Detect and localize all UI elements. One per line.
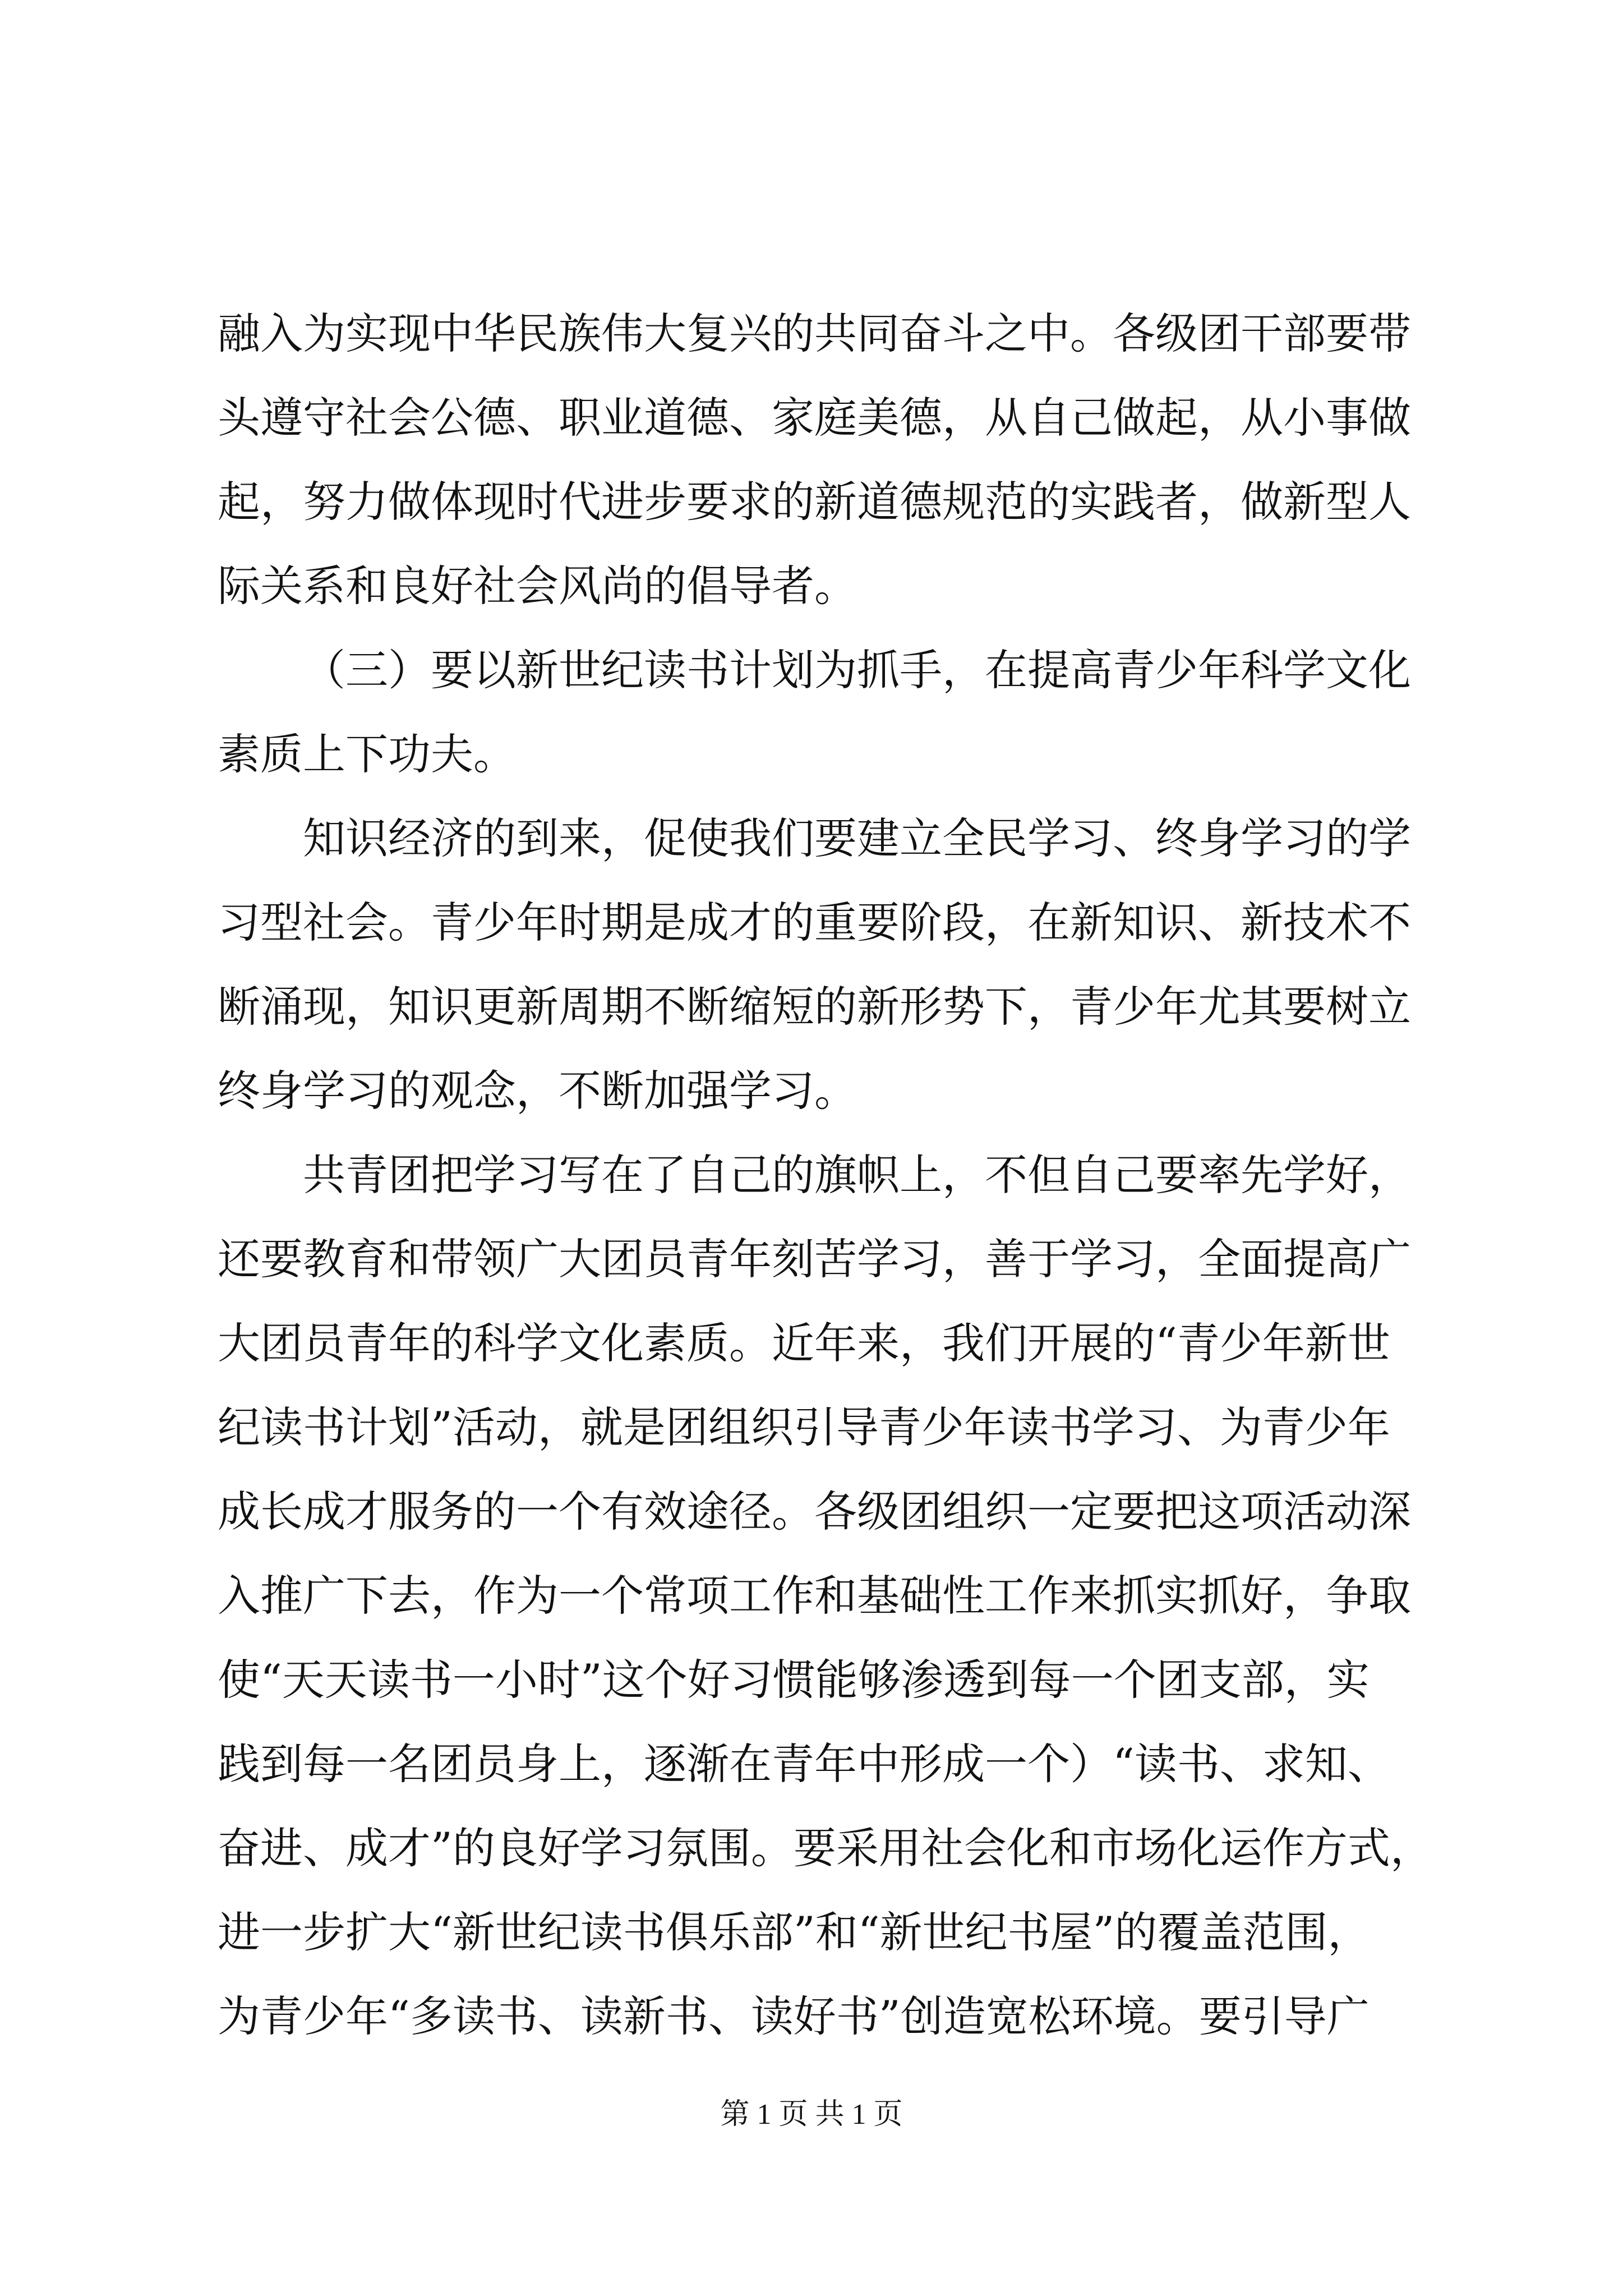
line-text: 共青团把学习写在了自己的旗帜上，不但自己要率先学好， [303, 1150, 1411, 1200]
line-text: 知识经济的到来，促使我们要建立全民学习、终身学习的学 [303, 813, 1411, 863]
paragraph-line [0, 1806, 1623, 1890]
line-text: 还要教育和带领广大团员青年刻苦学习，善于学习，全面提高广 [218, 1234, 1411, 1284]
line-text: 奋进、成才”的良好学习氛围。要采用社会化和市场化运作方式， [218, 1823, 1433, 1873]
line-text: 纪读书计划”活动，就是团组织引导青少年读书学习、为青少年 [218, 1402, 1390, 1452]
paragraph-line [0, 1890, 1623, 1975]
line-text: 成长成才服务的一个有效途径。各级团组织一定要把这项活动深 [218, 1487, 1411, 1536]
paragraph-line [0, 544, 1623, 628]
section-heading-line [0, 628, 1623, 712]
paragraph-line [0, 1386, 1623, 1470]
paragraph-line [0, 1301, 1623, 1386]
line-text: 起，努力做体现时代进步要求的新道德规范的实践者，做新型人 [218, 477, 1411, 527]
section-heading-line [0, 712, 1623, 797]
paragraph-line [0, 292, 1623, 376]
line-text: 大团员青年的科学文化素质。近年来，我们开展的“青少年新世 [218, 1318, 1390, 1368]
line-text: 际关系和良好社会风尚的倡导者。 [218, 561, 857, 611]
paragraph-line [0, 1049, 1623, 1133]
paragraph-line [0, 1722, 1623, 1806]
line-text: 断涌现，知识更新周期不断缩短的新形势下，青少年尤其要树立 [218, 982, 1411, 1032]
paragraph-line [0, 881, 1623, 965]
paragraph-line [0, 1133, 1623, 1217]
paragraph-line [0, 965, 1623, 1049]
paragraph-line [0, 1470, 1623, 1554]
line-text: 头遵守社会公德、职业道德、家庭美德，从自己做起，从小事做 [218, 393, 1411, 443]
line-text: （三）要以新世纪读书计划为抓手，在提高青少年科学文化 [303, 645, 1411, 695]
line-text: 习型社会。青少年时期是成才的重要阶段，在新知识、新技术不 [218, 898, 1411, 947]
paragraph-line [0, 797, 1623, 881]
line-text: 进一步扩大“新世纪读书俱乐部”和“新世纪书屋”的覆盖范围， [218, 1907, 1371, 1957]
paragraph-line [0, 1554, 1623, 1638]
paragraph-line [0, 1638, 1623, 1722]
line-text: 终身学习的观念，不断加强学习。 [218, 1066, 857, 1116]
line-text: 融入为实现中华民族伟大复兴的共同奋斗之中。各级团干部要带 [218, 309, 1411, 358]
page-number-footer: 第 1 页 共 1 页 [720, 2099, 903, 2131]
line-text: 入推广下去，作为一个常项工作和基础性工作来抓实抓好，争取 [218, 1571, 1411, 1621]
line-text: 使“天天读书一小时”这个好习惯能够渗透到每一个团支部，实 [218, 1655, 1370, 1705]
paragraph-line [0, 1217, 1623, 1301]
paragraph-line [0, 1975, 1623, 2059]
paragraph-line [0, 376, 1623, 460]
line-text: 为青少年“多读书、读新书、读好书”创造宽松环境。要引导广 [218, 1991, 1370, 2041]
line-text: 践到每一名团员身上，逐渐在青年中形成一个）“读书、求知、 [218, 1739, 1390, 1789]
paragraph-line [0, 460, 1623, 544]
line-text: 素质上下功夫。 [218, 729, 516, 779]
